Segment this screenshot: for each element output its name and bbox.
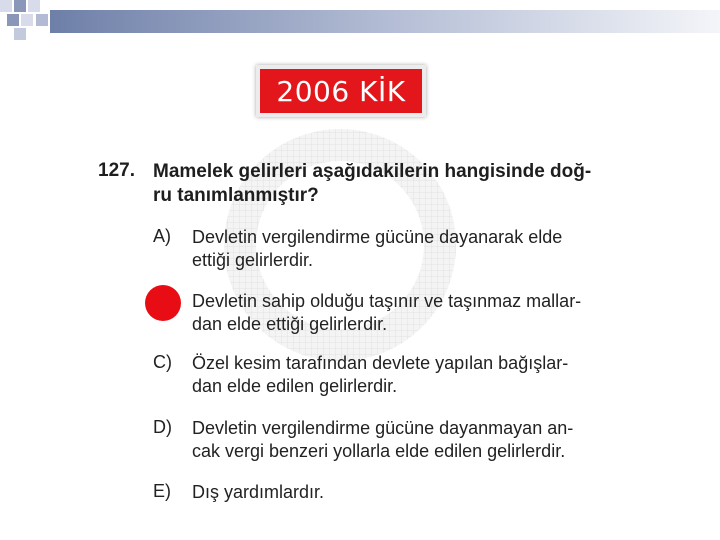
red-circle-icon <box>145 285 181 321</box>
option-e-letter: E) <box>153 481 171 501</box>
question-number: 127. <box>98 160 135 181</box>
option-a-letter: A) <box>153 226 171 246</box>
option-d-letter: D) <box>153 417 172 437</box>
question-stem: Mamelek gelirleri aşağıdakilerin hangisinde doğ- ru tanımlanmıştır? <box>153 161 592 206</box>
option-d-text: Devletin vergilendirme gücüne dayanmayan an- cak vergi benzeri yollarla elde edilen gelirlerdir. <box>192 418 574 461</box>
option-e-text: Dış yardımlardır. <box>192 482 325 502</box>
slide-title: 2006 KİK <box>276 74 406 108</box>
option-c-letter: C) <box>153 352 172 372</box>
option-a-text: Devletin vergilendirme gücüne dayanarak elde ettiği gelirlerdir. <box>192 227 563 270</box>
option-b-text: Devletin sahip olduğu taşınır ve taşınmaz mallar- dan elde ettiği gelirlerdir. <box>192 291 582 334</box>
option-c-text: Özel kesim tarafından devlete yapılan bağışlar- dan elde edilen gelirlerdir. <box>192 353 569 396</box>
